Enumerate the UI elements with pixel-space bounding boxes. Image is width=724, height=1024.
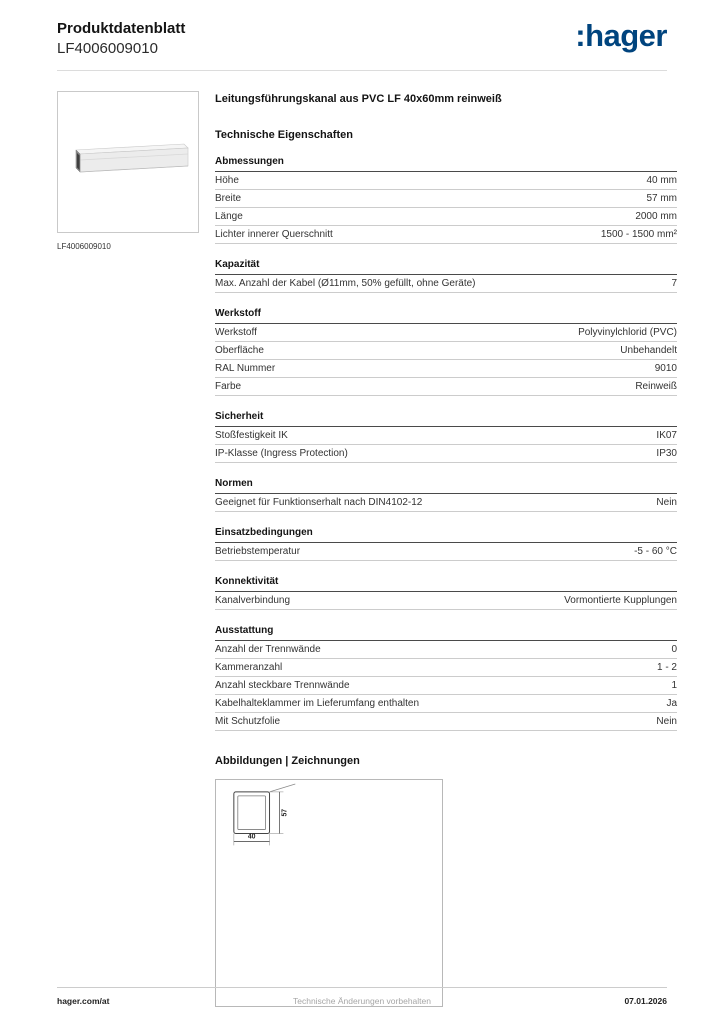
row-label: Geeignet für Funktionserhalt nach DIN4102-12 bbox=[215, 497, 423, 509]
footer-date: 07.01.2026 bbox=[624, 996, 667, 1006]
row-value: IK07 bbox=[656, 430, 677, 442]
section-normen bbox=[215, 478, 677, 512]
product-image-column bbox=[57, 91, 199, 1007]
row-value: Unbehandelt bbox=[620, 345, 677, 357]
table-row bbox=[215, 324, 677, 342]
page-footer bbox=[57, 987, 667, 1006]
row-value: Reinweiß bbox=[635, 381, 677, 393]
technical-drawing-frame bbox=[215, 779, 443, 1007]
row-label: Kammeranzahl bbox=[215, 662, 283, 674]
row-label: Kanalverbindung bbox=[215, 595, 291, 607]
section-title: Einsatzbedingungen bbox=[215, 527, 677, 543]
row-value: Ja bbox=[666, 698, 677, 710]
product-photo bbox=[58, 92, 198, 232]
row-label: Max. Anzahl der Kabel (Ø11mm, 50% gefüllt, ohne Geräte) bbox=[215, 278, 476, 290]
product-image-frame bbox=[57, 91, 199, 233]
row-value: IP30 bbox=[656, 448, 677, 460]
table-row bbox=[215, 342, 677, 360]
footer-notice: Technische Änderungen vorbehalten bbox=[292, 996, 431, 1006]
row-value: 7 bbox=[671, 278, 677, 290]
row-label: Kabelhalteklammer im Lieferumfang enthalten bbox=[215, 698, 419, 710]
row-value: 1 - 2 bbox=[656, 662, 677, 674]
technical-properties-heading: Technische Eigenschaften bbox=[215, 129, 353, 142]
table-row bbox=[215, 677, 677, 695]
row-label: Anzahl steckbare Trennwände bbox=[215, 680, 350, 692]
row-label: Länge bbox=[215, 211, 243, 223]
section-title: Kapazität bbox=[215, 259, 677, 275]
table-row bbox=[215, 713, 677, 731]
row-label: Anzahl der Trennwände bbox=[215, 644, 321, 656]
row-label: Breite bbox=[215, 193, 242, 205]
row-value: 1 bbox=[671, 680, 677, 692]
table-row bbox=[215, 190, 677, 208]
section-einsatzbedingungen bbox=[215, 527, 677, 561]
table-row bbox=[215, 695, 677, 713]
product-title: Leitungsführungskanal aus PVC LF 40x60mm reinweiß bbox=[215, 93, 502, 106]
row-label: Werkstoff bbox=[215, 327, 257, 339]
row-value: 0 bbox=[671, 644, 677, 656]
row-label: Stoßfestigkeit IK bbox=[215, 430, 288, 442]
table-row bbox=[215, 543, 677, 561]
row-value: 1500 - 1500 mm² bbox=[600, 229, 677, 241]
row-value: 9010 bbox=[654, 363, 677, 375]
row-value: Vormontierte Kupplungen bbox=[564, 595, 677, 607]
table-row bbox=[215, 378, 677, 396]
row-value: 40 mm bbox=[646, 175, 677, 187]
row-value: Nein bbox=[656, 497, 677, 509]
header-titles bbox=[57, 20, 185, 58]
row-label: Betriebstemperatur bbox=[215, 546, 301, 558]
table-row bbox=[215, 427, 677, 445]
section-konnektivitaet bbox=[215, 576, 677, 610]
table-row bbox=[215, 445, 677, 463]
row-label: Farbe bbox=[215, 381, 242, 393]
page-header bbox=[0, 0, 724, 58]
section-sicherheit bbox=[215, 411, 677, 463]
product-image-caption: LF4006009010 bbox=[57, 242, 111, 252]
section-title: Normen bbox=[215, 478, 677, 494]
table-row bbox=[215, 494, 677, 512]
row-value: 57 mm bbox=[646, 193, 677, 205]
table-row bbox=[215, 592, 677, 610]
section-abmessungen bbox=[215, 156, 677, 244]
section-title: Konnektivität bbox=[215, 576, 677, 592]
row-value: Nein bbox=[656, 716, 677, 728]
table-row bbox=[215, 226, 677, 244]
product-number: LF4006009010 bbox=[57, 39, 158, 57]
dimension-width-label: 40 bbox=[247, 833, 256, 841]
row-label: Lichter innerer Querschnitt bbox=[215, 229, 333, 241]
technical-drawing bbox=[216, 780, 442, 1006]
row-value: -5 - 60 °C bbox=[634, 546, 677, 558]
datasheet-body bbox=[215, 91, 677, 1007]
section-title: Werkstoff bbox=[215, 308, 677, 324]
row-value: 2000 mm bbox=[635, 211, 677, 223]
hager-logo: :hager bbox=[575, 18, 667, 53]
section-title: Sicherheit bbox=[215, 411, 677, 427]
row-label: Mit Schutzfolie bbox=[215, 716, 281, 728]
section-werkstoff bbox=[215, 308, 677, 396]
table-row bbox=[215, 659, 677, 677]
table-row bbox=[215, 641, 677, 659]
section-ausstattung bbox=[215, 625, 677, 731]
section-title: Ausstattung bbox=[215, 625, 677, 641]
drawings-heading: Abbildungen | Zeichnungen bbox=[215, 755, 360, 768]
row-label: Oberfläche bbox=[215, 345, 264, 357]
row-label: RAL Nummer bbox=[215, 363, 276, 375]
table-row bbox=[215, 360, 677, 378]
section-title: Abmessungen bbox=[215, 156, 677, 172]
document-title: Produktdatenblatt bbox=[57, 20, 186, 37]
dimension-height-label: 57 bbox=[281, 809, 289, 817]
footer-website: hager.com/at bbox=[57, 996, 110, 1006]
row-label: Höhe bbox=[215, 175, 239, 187]
section-kapazitaet bbox=[215, 259, 677, 293]
table-row bbox=[215, 208, 677, 226]
table-row bbox=[215, 172, 677, 190]
table-row bbox=[215, 275, 677, 293]
row-value: Polyvinylchlorid (PVC) bbox=[578, 327, 677, 339]
row-label: IP-Klasse (Ingress Protection) bbox=[215, 448, 348, 460]
content-area bbox=[0, 71, 724, 1007]
